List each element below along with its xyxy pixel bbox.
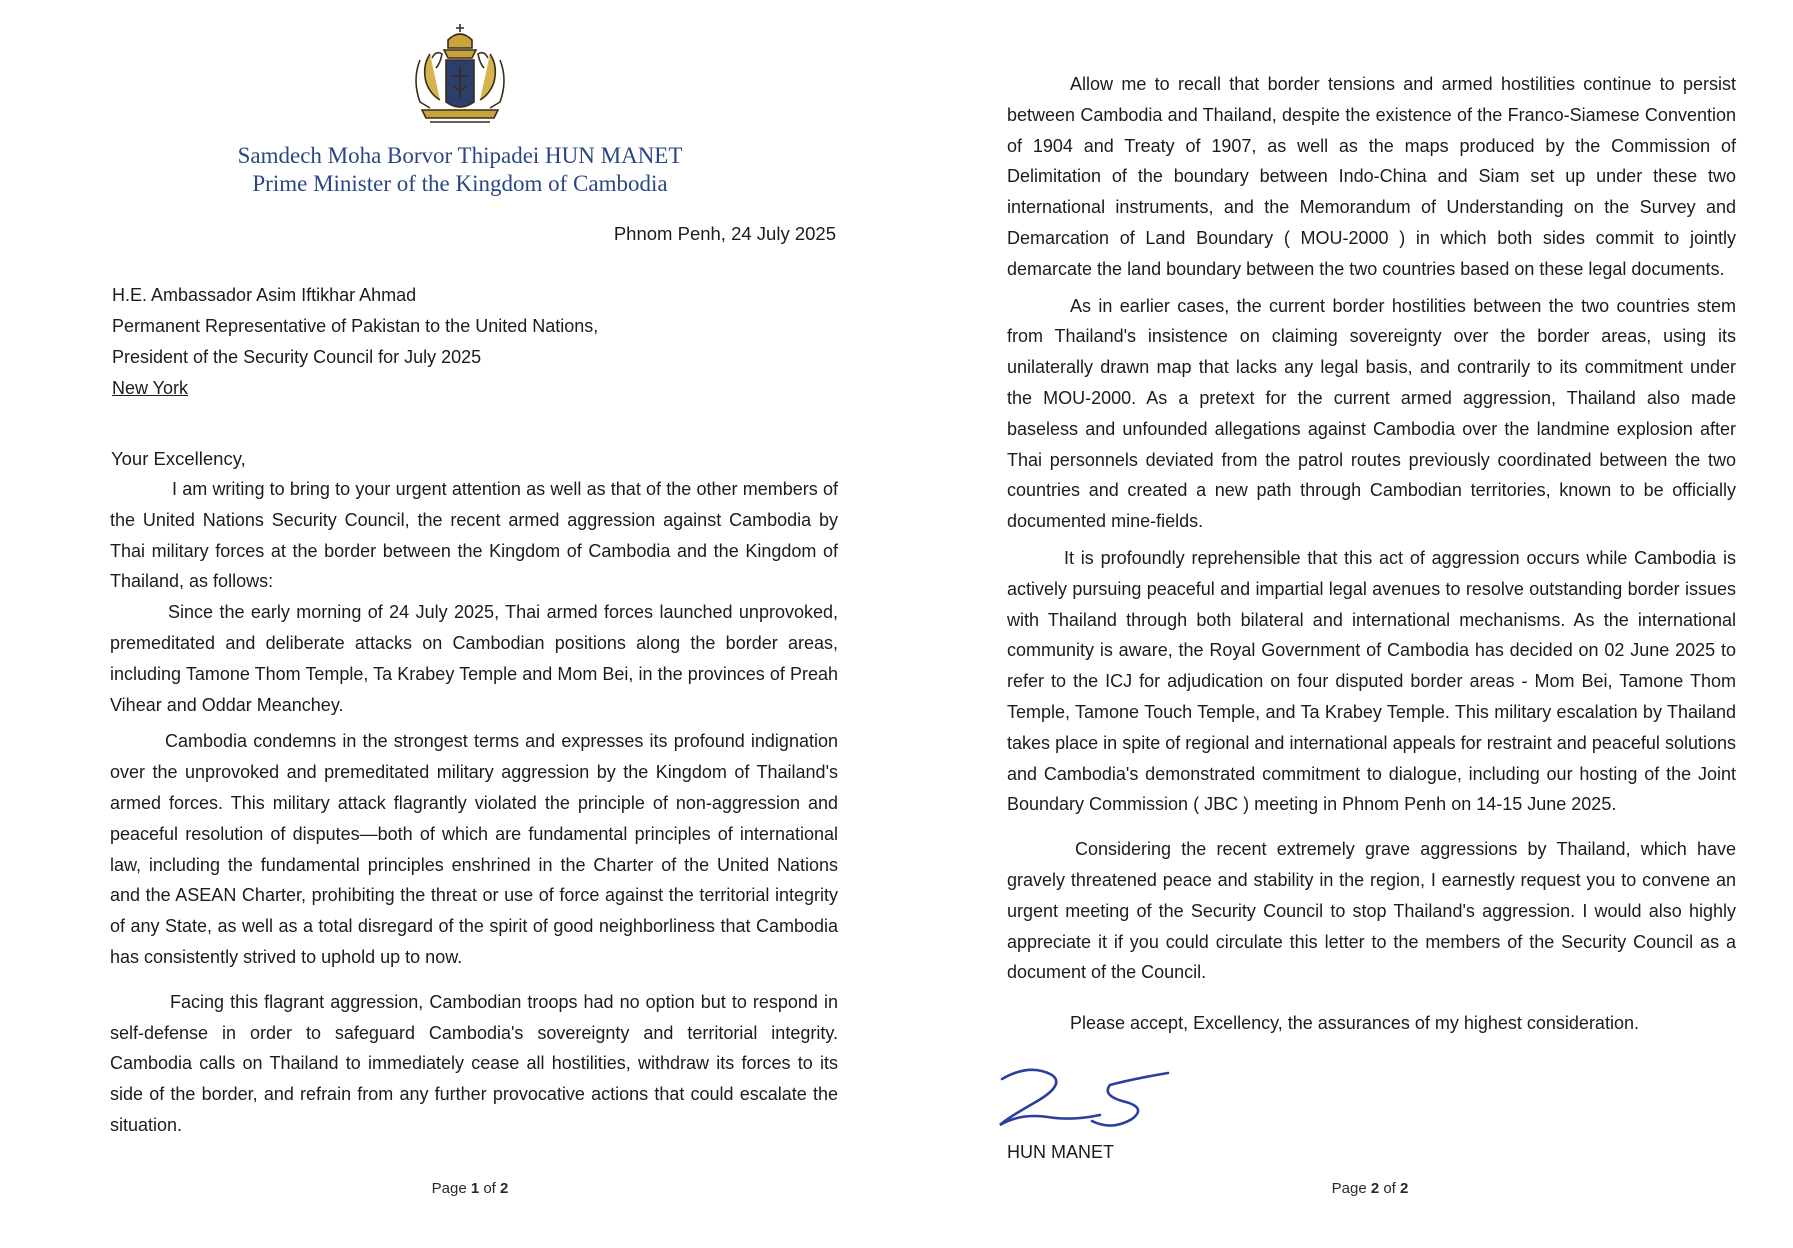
letter-page-2 <box>920 0 1793 1248</box>
letter-date: Phnom Penh, 24 July 2025 <box>613 223 836 244</box>
page-2-body <box>1007 69 1736 988</box>
page-number: Page 2 of 2 <box>1331 1180 1409 1197</box>
recipient-name: H.E. Ambassador Asim Iftikhar Ahmad <box>112 285 417 305</box>
signer-name: HUN MANET <box>1007 1142 1114 1162</box>
paragraph: It is profoundly reprehensible that this act of aggression occurs while Cambodia is actively pursuing peaceful and impartial legal avenues to resolve outstanding border issues with Thailand through both bilateral and international mechanisms. As the international community is aware, the Royal Government of Cambodia has decided on 02 June 2025 to refer to the ICJ for adjudication on four disputed border areas - Mom Bei, Tamone Thom Temple, Tamone Touch Temple, and Ta Krabey Temple. This military escalation by Thailand takes place in spite of regional and international appeals for restraint and peaceful solutions and Cambodia's demonstrated commitment to dialogue, including our hosting of the Joint Boundary Commission ( JBC ) meeting in Phnom Penh on 14-15 June 2025. <box>1007 547 1736 815</box>
royal-coat-of-arms-icon <box>400 20 520 135</box>
recipient-position-1: Permanent Representative of Pakistan to the United Nations, <box>112 316 599 336</box>
page-1-body <box>110 474 838 1141</box>
paragraph: I am writing to bring to your urgent attention as well as that of the other members of the United Nations Security Council, the recent armed aggression against Cambodia by Thai military forces at the border between the Kingdom of Cambodia and the Kingdom of Thailand, as follows: <box>110 479 838 592</box>
paragraph: Considering the recent extremely grave aggressions by Thailand, which have gravely threatened peace and stability in the region, I earnestly request you to convene an urgent meeting of the Security Council to stop Thailand's aggression. I would also highly appreciate it if you could circulate this letter to the members of the Security Council as a document of the Council. <box>1007 839 1736 983</box>
paragraph: Cambodia condemns in the strongest terms and expresses its profound indignation over the unprovoked and premeditated military aggression by the Kingdom of Thailand's armed forces. This military attack flagrantly violated the principle of non-aggression and peaceful resolution of disputes—both of which are fundamental principles of international law, including the fundamental principles enshrined in the Charter of the United Nations and the ASEAN Charter, prohibiting the threat or use of force against the territorial integrity of any State, as well as a total disregard of the spirit of good neighborliness that Cambodia has consistently strived to uphold up to now. <box>110 731 838 967</box>
salutation: Your Excellency, <box>111 448 246 469</box>
sender-title: Prime Minister of the Kingdom of Cambodia <box>252 171 668 196</box>
paragraph: Facing this flagrant aggression, Cambodian troops had no option but to respond in self-defense in order to safeguard Cambodia's sovereignty and territorial integrity. Cambodia calls on Thailand to immediately cease all hostilities, withdraw its forces to its side of the border, and refrain from any further provocative actions that could escalate the situation. <box>110 991 838 1135</box>
paragraph: Since the early morning of 24 July 2025, Thai armed forces launched unprovoked, premeditated and deliberate attacks on Cambodian positions along the border areas, including Tamone Thom Temple, Ta Krabey Temple and Mom Bei, in the provinces of Preah Vihear and Oddar Meanchey. <box>110 602 838 715</box>
recipient-address <box>112 280 598 404</box>
closing-line: Please accept, Excellency, the assurances of my highest consideration. <box>1070 1013 1639 1033</box>
handwritten-signature-icon <box>972 1055 1172 1135</box>
recipient-city: New York <box>112 378 189 398</box>
page-number: Page 1 of 2 <box>431 1180 509 1197</box>
paragraph: As in earlier cases, the current border hostilities between the two countries stem from Thailand's insistence on claiming sovereignty over the border areas, using its unilaterally drawn map that lacks any legal basis, and contrarily to its commitment under the MOU-2000. As a pretext for the current armed aggression, Thailand also made baseless and unfounded allegations against Cambodia over the landmine explosion after Thai personnels deviated from the patrol routes previously coordinated between the two countries and created a new path through Cambodian territories, known to be officially documented mine-fields. <box>1007 295 1736 532</box>
sender-name: Samdech Moha Borvor Thipadei HUN MANET <box>237 143 683 168</box>
paragraph: Allow me to recall that border tensions and armed hostilities continue to persist between Cambodia and Thailand, despite the existence of the Franco-Siamese Convention of 1904 and Treaty of 1907, as well as the maps produced by the Commission of Delimitation of the boundary between Indo-China and Siam set up under these two international instruments, and the Memorandum of Understanding on the Survey and Demarcation of Land Boundary ( MOU-2000 ) in which both sides commit to jointly demarcate the land boundary between the two countries based on these legal documents. <box>1007 74 1736 279</box>
recipient-position-2: President of the Security Council for July 2025 <box>112 347 482 367</box>
